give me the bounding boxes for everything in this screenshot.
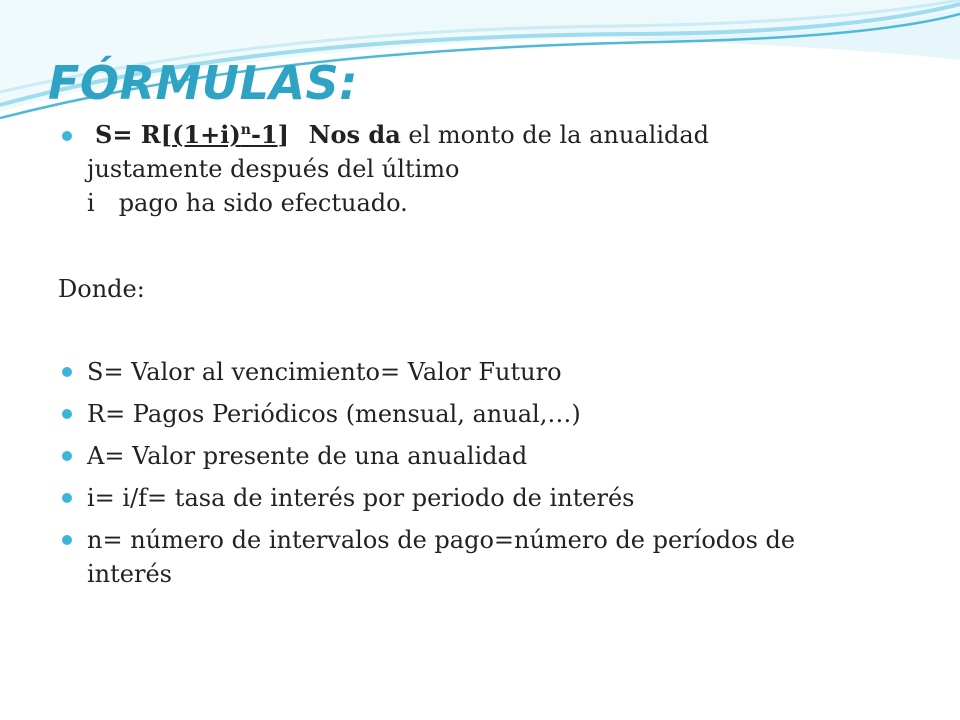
definition-r: R= Pagos Periódicos (mensual, anual,…) <box>87 400 581 428</box>
bullet-icon <box>62 131 72 141</box>
page-title: FÓRMULAS: <box>48 56 359 110</box>
numerator-base: (1+i) <box>172 120 241 149</box>
formula-numerator <box>172 120 278 149</box>
formula-line-3 <box>87 186 807 220</box>
formula-s-r: S= R[ <box>95 120 173 149</box>
definition-a: A= Valor presente de una anualidad <box>87 442 528 470</box>
formula-line-2: justamente después del último <box>87 155 460 183</box>
bullet-icon <box>62 409 72 419</box>
formula-line-1 <box>87 118 807 152</box>
bullet-icon <box>62 493 72 503</box>
formula-emphasis: Nos da <box>308 120 401 149</box>
formula-line-3-text: pago ha sido efectuado. <box>118 189 408 217</box>
bullet-icon <box>62 451 72 461</box>
definition-s: S= Valor al vencimiento= Valor Futuro <box>87 358 562 386</box>
donde-label: Donde: <box>58 275 145 303</box>
numerator-exponent: n <box>240 122 251 138</box>
formula-denominator: i <box>87 189 95 217</box>
numerator-tail: -1 <box>250 120 278 149</box>
formula-close: ] <box>277 120 289 149</box>
bullet-icon <box>62 367 72 377</box>
formula-description-start: el monto de la anualidad <box>408 121 710 149</box>
formula-paragraph <box>87 118 807 220</box>
definition-i: i= i/f= tasa de interés por periodo de interés <box>87 484 635 512</box>
definition-n: n= número de intervalos de pago=número de períodos de interés <box>87 526 796 588</box>
bullet-icon <box>62 535 72 545</box>
